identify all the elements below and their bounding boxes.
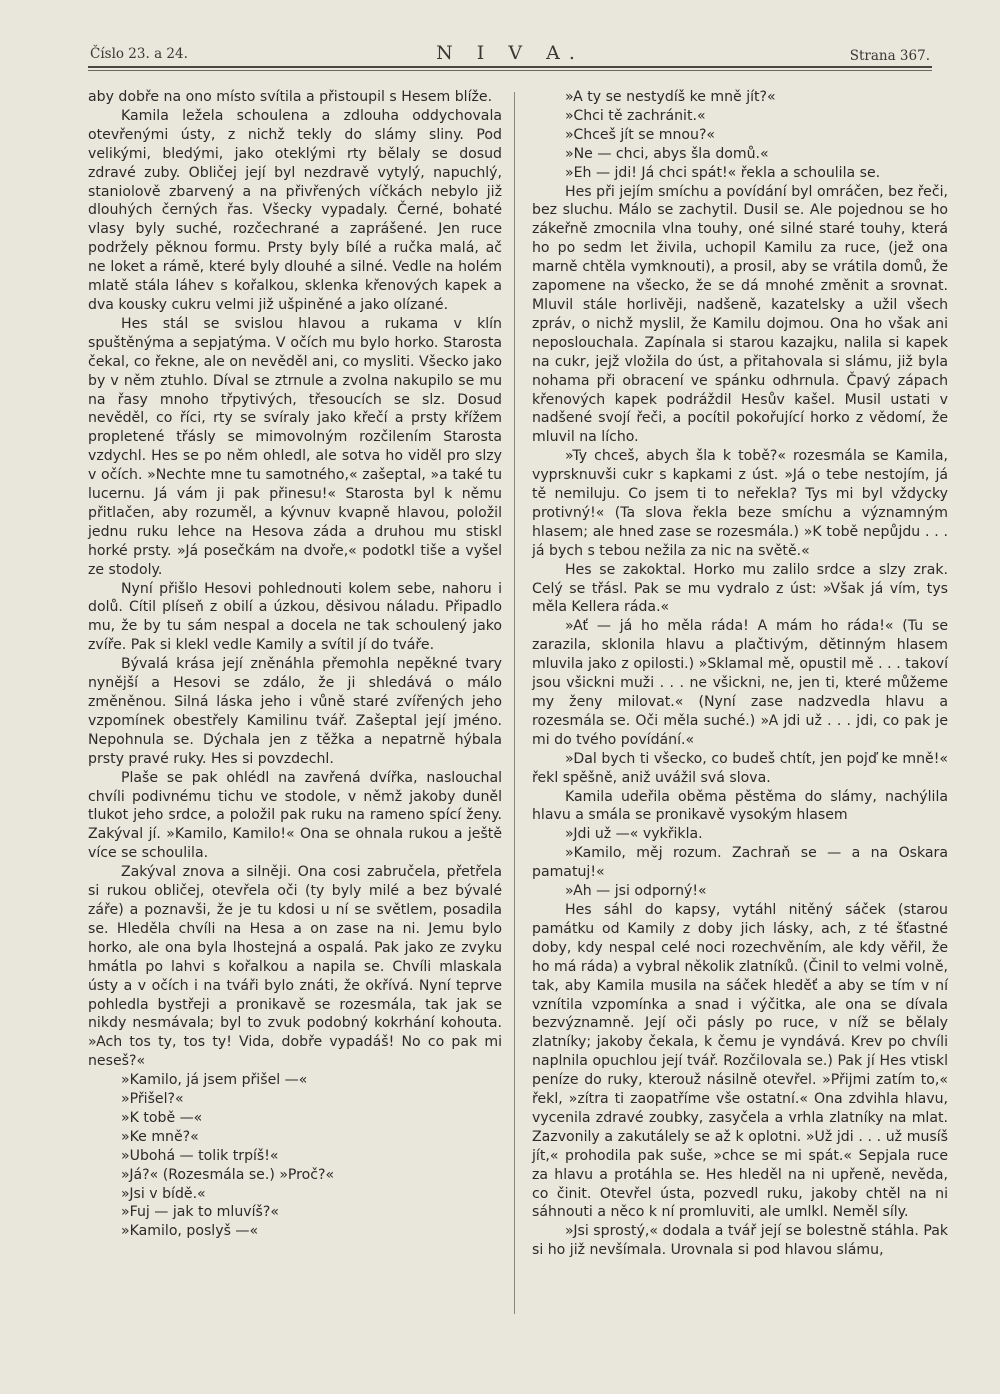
- left-column: [88, 88, 502, 1241]
- paragraph: Hes sáhl do kapsy, vytáhl nitěný sáček (starou památku od Kamily z doby jich lásky, ach, z té šťastné doby, kdy nespal celé noci rozechvěním, ale kdy věřil, že ho má ráda) a vybral několik zlatníků. (Činil to velmi volně, tak, aby Kamila musila na sáček hleděť a aby se tím v ní vznítila vzpomínka a snad i výčitka, ale ona se dívala bezvýznamně. Její oči pásly po ruce, v níž se bělaly zlatníky; jakoby čekala, k čemu je vyndává. Krev po chvíli naplnila opuchlou její tvář. Rozčilovala se.) Pak jí Hes vtiskl peníze do ruky, kterouž násilně otevřel. »Přijmi zatím to,« řekl, »zítra ti zaopatříme vše ostatní.« Ona zdvihla hlavu, vycenila zdravé zoubky, zasyčela a vrhla zlatníky na mlat. Zazvonily a zakutálely se až k oplotni. »Už jdi . . . už musíš jít,« prohodila pak suše, »chce se mi spát.« Sepjala ruce za hlavu a protáhla se. Hes hleděl na ni upřeně, nevěda, co činit. Otevřel ústa, pozvedl ruku, jakoby chtěl na ni sáhnouti a něco k ní promluviti, ale umlkl. Neměl síly.: [532, 901, 948, 1221]
- dialogue-line: »Já?« (Rozesmála se.) »Proč?«: [121, 1166, 335, 1183]
- paragraph: Nyní přišlo Hesovi pohlednouti kolem sebe, nahoru i dolů. Cítil plíseň z obilí a úzkou, děsivou náladu. Připadlo mu, že by tu sám nespal a docela ne tak schoulený jako zvíře. Pak si klekl vedle Kamily a svítil jí do tváře.: [88, 580, 502, 654]
- dialogue-line: »Chci tě zachránit.«: [565, 107, 706, 124]
- issue-number: Číslo 23. a 24.: [90, 46, 188, 62]
- dialogue-line: »Ke mně?«: [121, 1128, 199, 1145]
- dialogue-line: »Fuj — jak to mluvíš?«: [121, 1204, 279, 1221]
- dialogue-line: »Přišel?«: [121, 1091, 184, 1108]
- dialogue-line: »Eh — jdi! Já chci spát!« řekla a schoulila se.: [565, 164, 881, 181]
- paragraph: Hes při jejím smíchu a povídání byl omráčen, bez řeči, bez sluchu. Málo se zachytil. Dusil se. Ale pojednou se ho zákeřně zmocnila vlna touhy, oné silné staré touhy, která ho po sedm let živila, uchopil Kamilu za ruce, (jež ona marně chtěla vymknouti), a prosil, aby se vrátila domů, že zapomene na všecko, že se dá mnohé změnit a srovnat. Mluvil stále horlivěji, nadšeně, kazatelsky a užil všech zpráv, o nichž myslil, že Kamilu dojmou. Ona ho však ani neposlouchala. Zapínala si starou kazajku, nalila si kapek na cukr, jejž vložila do úst, a přitahovala si slámu, již byla nohama při obracení ve spánku odhrnula. Čpavý zápach křenových kapek podráždil Hesův kašel. Musil ustati v nadšené svojí řeči, a pocítil pokořující horko z vědomí, že mluvil na lícho.: [532, 183, 948, 446]
- dialogue-line: »Kamilo, poslyš —«: [121, 1223, 259, 1240]
- header-rule-thin: [88, 70, 932, 71]
- page-header: [90, 42, 930, 68]
- dialogue-line: »A ty se nestydíš ke mně jít?«: [565, 89, 776, 105]
- paragraph: aby dobře na ono místo svítila a přistoupil s Hesem blíže.: [88, 89, 493, 105]
- header-rule: [88, 66, 932, 68]
- dialogue-line: »Kamilo, já jsem přišel —«: [121, 1072, 308, 1089]
- paragraph: Hes se zakoktal. Horko mu zalilo srdce a slzy zrak. Celý se třásl. Pak se mu vydralo z úst: »Však já vím, tys měla Kellera ráda.«: [532, 561, 948, 616]
- paragraph: »Dal bych ti všecko, co budeš chtít, jen pojď ke mně!« řekl spěšně, aniž uvážil svá slova.: [532, 750, 948, 786]
- dialogue-line: »Ne — chci, abys šla domů.«: [565, 145, 769, 162]
- paragraph: Hes stál se svislou hlavou a rukama v klín spuštěnýma a sepjatýma. V očích mu bylo horko. Starosta čekal, co řekne, ale on nevěděl ani, co mysliti. Všecko jako by v něm ztuhlo. Díval se ztrnule a zvolna nakupilo se mu na řasy mnoho třpytivých, třesoucích se slz. Dosud nevěděl, co říci, rty se svíraly jako křečí a prsty křížem propletené třásly se mimovolným rozčilením Starosta vzdychl. Hes se po něm ohledl, ale sotva ho viděl pro slzy v očích. »Nechte mne tu samotného,« zašeptal, »a také tu lucernu. Já vám ji pak přinesu!« Starosta byl k němu přitlačen, aby rozuměl, a kývnuv kvapně hlavou, položil jednu ruku lehce na Hesova záda a druhou mu stiskl horké prsty. »Já posečkám na dvoře,« podotkl tiše a vyšel ze stodoly.: [88, 315, 502, 578]
- dialogue-line: »Ubohá — tolik trpíš!«: [121, 1147, 279, 1164]
- paragraph: Kamila udeřila oběma pěstěma do slámy, nachýlila hlavu a smála se pronikavě vysokým hlasem: [532, 788, 948, 824]
- paragraph: Kamila ležela schoulena a zdlouha oddychovala otevřenými ústy, z nichž tekly do slámy sliny. Pod velikými, bledými, jako oteklými rty bělaly se dosud zdravé zuby. Obličej její byl nezdravě vytylý, napuchlý, staniolově zbarvený a na přivřených víčkách nebylo již dlouhých černých řas. Všecky vypadaly. Černé, bohaté vlasy byly suché, rozčechrané a zaprášené. Jen ruce podržely pěknou formu. Prsty byly bílé a ručka malá, ač ne loket a rámě, které byly dlouhé a silné. Vedle na holém mlatě stála láhev s kořalkou, sklenka křenových kapek a dva kousky cukru velmi již ušpiněné a jako olízané.: [88, 107, 502, 313]
- paragraph: »Jsi sprostý,« dodala a tvář její se bolestně stáhla. Pak si ho již nevšímala. Urovnala si pod hlavou slámu,: [532, 1223, 948, 1259]
- dialogue-line: »Ah — jsi odporný!«: [565, 883, 707, 900]
- dialogue-line: »Jdi už —« vykřikla.: [565, 826, 703, 843]
- paragraph: Zakýval znova a silněji. Ona cosi zabručela, přetřela si rukou obličej, otevřela oči (ty byly milé a bez bývalé záře) a poznavši, že je tu kdosi u ní se světlem, posadila se. Hleděla chvíli na Hesa a on zase na ni. Jemu bylo horko, ale ona byla lhostejná a ospalá. Pak jako ze zvyku hmátla po lahvi s kořalkou a napila se. Chvíli mlaskala ústy a v očích i na tváři bylo znáti, že okřívá. Nyní teprve pohledla bystřeji a pronikavě se rozesmála, tak jak se nikdy nesmávala; byl to zvuk podobný kokrhání kohouta. »Ach tos ty, tos ty! Vida, dobře vypadáš! No co pak mi neseš?«: [88, 864, 502, 1070]
- paragraph: »Ty chceš, abych šla k tobě?« rozesmála se Kamila, vyprsknuvši cukr s kapkami z úst. »Já o tebe nestojím, já tě nemiluju. Co jsem ti to neřekla? Tys mi byl vždycky protivný!« (Ta slova řekla beze smíchu a významným hlasem; ale hned zase se rozesmála.) »K tobě nepůjdu . . . já bych s tebou nežila za nic na světě.«: [532, 448, 948, 559]
- page-number: Strana 367.: [849, 48, 930, 64]
- paragraph: »Kamilo, měj rozum. Zachraň se — a na Oskara pamatuj!«: [532, 845, 948, 881]
- paragraph: Bývalá krása její zněnáhla přemohla nepěkné tvary nynější a Hesovi se zdálo, že ji shledává o málo změněnou. Silná láska jeho i vůně staré zvířených jeho vzpomínek obestřely Kamilinu tvář. Zašeptal její jméno. Nepohnula se. Dýchala jen z těžka a nepatrně hýbala prsty pravé ruky. Hes si povzdechl.: [88, 656, 502, 767]
- publication-title: N I V A.: [436, 42, 584, 64]
- dialogue-line: »Jsi v bídě.«: [121, 1185, 206, 1202]
- paragraph: »Ať — já ho měla ráda! A mám ho ráda!« (Tu se zarazila, sklonila hlavu a plačtivým, dětinným hlasem mluvila jako z opilosti.) »Sklamal mě, opustil mě . . . takoví jsou všickni muži . . . ne všickni, ne, jen ti, které můžeme my ženy milovat.« (Nyní zase nadzvedla hlavu a rozesmála se. Oči měla suché.) »A jdi už . . . jdi, co pak je mi do tvého povídání.«: [532, 618, 948, 748]
- dialogue-line: »Chceš jít se mnou?«: [565, 126, 716, 143]
- dialogue-line: »K tobě —«: [121, 1109, 203, 1126]
- right-column: [532, 88, 948, 1260]
- column-divider: [514, 92, 515, 1314]
- paragraph: Plaše se pak ohlédl na zavřená dvířka, naslouchal chvíli podivnému tichu ve stodole, v němž jakoby duněl tlukot jeho srdce, a položil pak ruku na rameno spící ženy. Zakýval jí. »Kamilo, Kamilo!« Ona se ohnala rukou a ještě více se schoulila.: [88, 769, 502, 862]
